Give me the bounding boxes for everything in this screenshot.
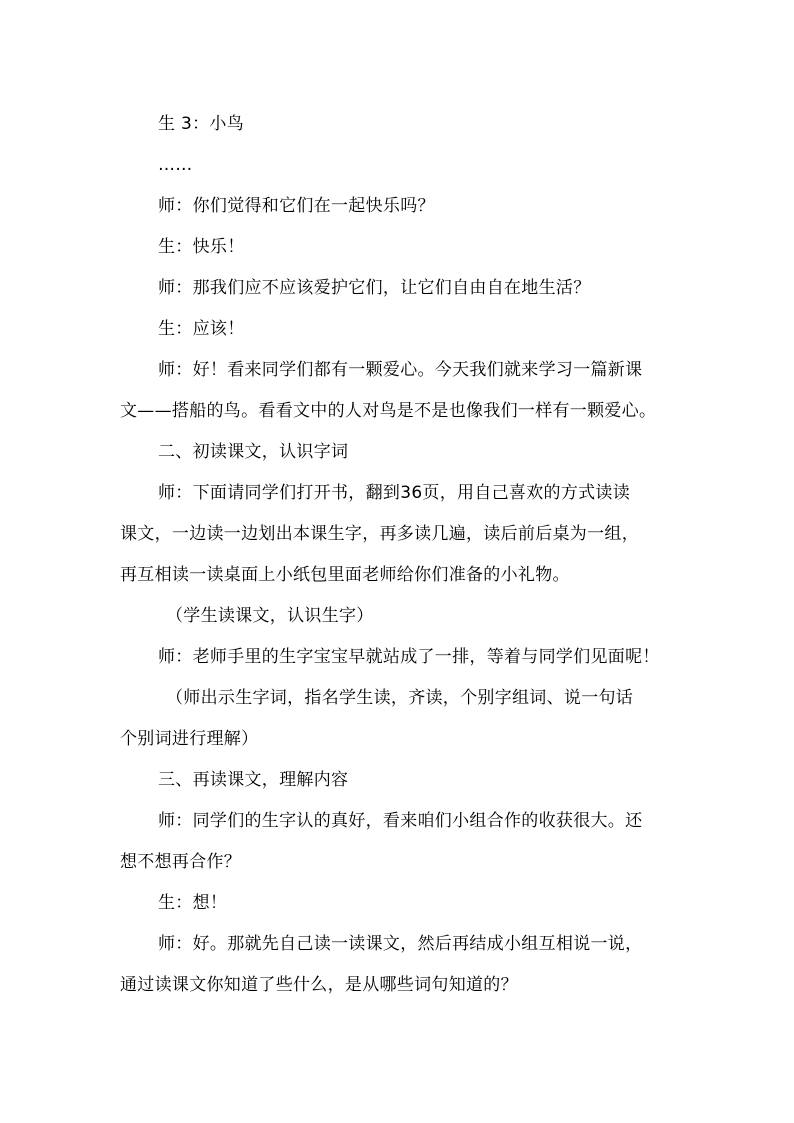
paragraph-line: …… xyxy=(158,155,193,175)
paragraph-line: 师：同学们的生字认的真好，看来咱们小组合作的收获很大。还 xyxy=(158,811,643,831)
paragraph-line: 师：好！看来同学们都有一颗爱心。今天我们就来学习一篇新课 xyxy=(158,360,643,380)
paragraph-line: （师出示生字词，指名学生读，齐读，个别字组词、说一句话 xyxy=(166,688,634,708)
paragraph-line: 通过读课文你知道了些什么，是从哪些词句知道的？ xyxy=(120,975,518,995)
paragraph-line: 师：好。那就先自己读一读课文，然后再结成小组互相说一说， xyxy=(158,934,643,954)
document-body xyxy=(120,104,680,1006)
paragraph-line: 师：下面请同学们打开书，翻到36页，用自己喜欢的方式读读 xyxy=(158,483,631,503)
paragraph-line: 想不想再合作？ xyxy=(120,852,242,872)
section-heading: 三、再读课文，理解内容 xyxy=(158,770,349,790)
paragraph-line: 生：想！ xyxy=(158,893,228,913)
paragraph-line: 个别词进行理解） xyxy=(120,729,259,749)
paragraph-line: 文——搭船的鸟。看看文中的人对鸟是不是也像我们一样有一颗爱心。 xyxy=(120,401,657,421)
paragraph-line: 师：你们觉得和它们在一起快乐吗？ xyxy=(158,196,435,216)
paragraph-line: 再互相读一读桌面上小纸包里面老师给你们准备的小礼物。 xyxy=(120,565,570,585)
paragraph-line: 课文，一边读一边划出本课生字，再多读几遍，读后前后桌为一组， xyxy=(120,524,639,544)
paragraph-line: 生：快乐！ xyxy=(158,237,245,257)
paragraph-line: 生：应该！ xyxy=(158,319,245,339)
paragraph-line: 生 3：小鸟 xyxy=(158,114,245,134)
paragraph-line: （学生读课文，认识生字） xyxy=(166,606,374,626)
paragraph-line: 师：那我们应不应该爱护它们，让它们自由自在地生活？ xyxy=(158,278,591,298)
section-heading: 二、初读课文，认识字词 xyxy=(158,442,349,462)
paragraph-line: 师：老师手里的生字宝宝早就站成了一排，等着与同学们见面呢！ xyxy=(158,647,660,667)
